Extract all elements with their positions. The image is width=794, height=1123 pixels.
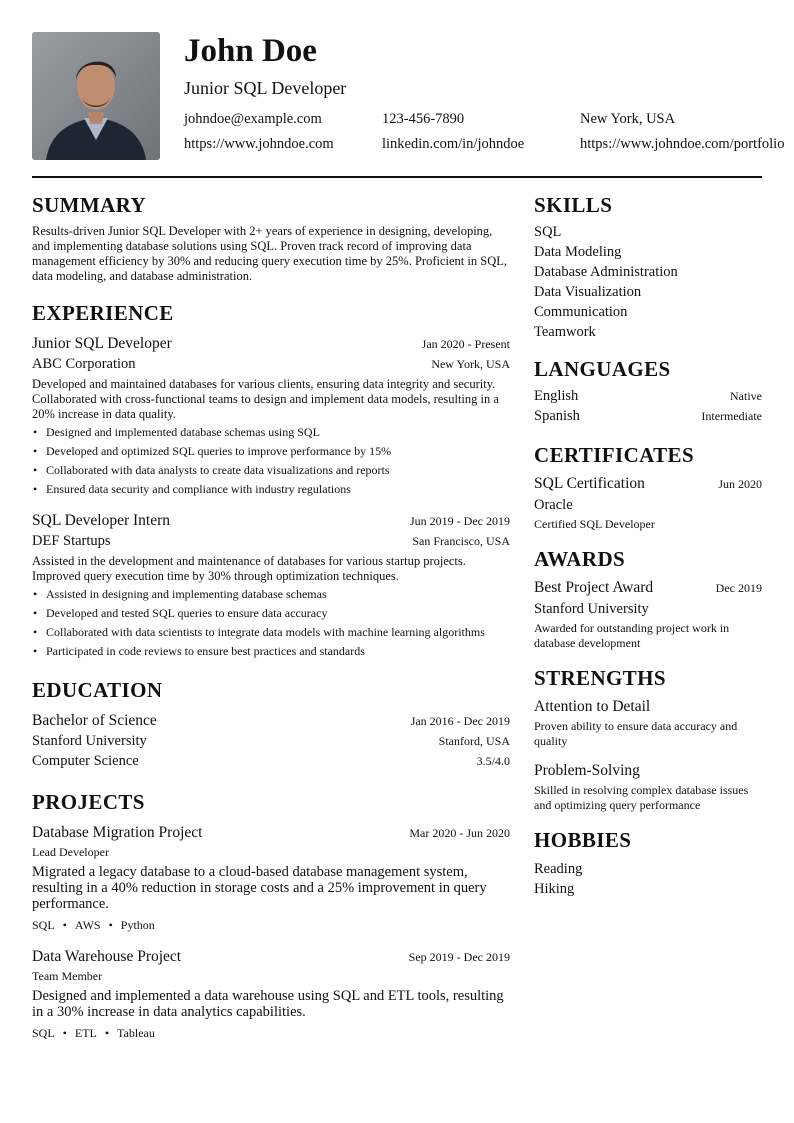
project-description: Migrated a legacy database to a cloud-based database management system, resulting in a 40% reduction in storage costs and a 25% improvement in query performance. bbox=[32, 864, 487, 912]
language-name: Spanish bbox=[534, 408, 580, 424]
section-heading-certificates: CERTIFICATES bbox=[534, 443, 695, 467]
award-description: Awarded for outstanding project work in database development bbox=[534, 621, 730, 650]
project-name: Data Warehouse Project bbox=[32, 948, 182, 965]
experience-entry bbox=[32, 511, 510, 659]
website-link[interactable]: https://www.johndoe.com bbox=[184, 136, 334, 152]
list-item: • Collaborated with data scientists to integrate data models with machine learning algorithms bbox=[32, 625, 510, 640]
job-bullets bbox=[32, 425, 510, 497]
certificate-issuer: Oracle bbox=[534, 497, 573, 513]
experience-entry bbox=[32, 334, 510, 497]
award-name: Best Project Award bbox=[534, 579, 654, 596]
separator-dot: • bbox=[108, 918, 113, 932]
job-title: Junior SQL Developer bbox=[32, 335, 172, 352]
company-name: ABC Corporation bbox=[32, 356, 136, 372]
tag: ETL bbox=[74, 1026, 97, 1040]
education-dates: Jan 2016 - Dec 2019 bbox=[410, 714, 510, 728]
project-name: Database Migration Project bbox=[32, 824, 203, 841]
project-role: Lead Developer bbox=[32, 845, 109, 859]
tag: Tableau bbox=[117, 1026, 155, 1040]
project-description: Designed and implemented a data warehouse using SQL and ETL tools, resulting in a 30% increase in data analytics capabilities. bbox=[32, 988, 504, 1020]
strength-description: Proven ability to ensure data accuracy and quality bbox=[534, 719, 738, 748]
project-dates: Mar 2020 - Jun 2020 bbox=[409, 826, 510, 840]
award-date: Dec 2019 bbox=[715, 581, 762, 595]
resume-header bbox=[32, 32, 785, 160]
section-heading-projects: PROJECTS bbox=[32, 790, 145, 814]
candidate-title: Junior SQL Developer bbox=[184, 78, 347, 98]
section-heading-hobbies: HOBBIES bbox=[534, 828, 632, 852]
strength-description: Skilled in resolving complex database issues and optimizing query performance bbox=[534, 783, 749, 812]
certificate-entry bbox=[534, 474, 762, 532]
candidate-name: John Doe bbox=[184, 33, 317, 69]
project-entry bbox=[32, 947, 510, 1041]
certificate-date: Jun 2020 bbox=[718, 477, 762, 491]
tag: SQL bbox=[32, 1026, 55, 1040]
separator-dot: • bbox=[62, 1026, 67, 1040]
project-role: Team Member bbox=[32, 969, 103, 983]
separator-dot: • bbox=[104, 1026, 110, 1040]
section-heading-education: EDUCATION bbox=[32, 678, 163, 702]
hobby-item: Reading bbox=[534, 861, 583, 877]
skill-item: Data Visualization bbox=[534, 284, 642, 300]
hobby-item: Hiking bbox=[534, 881, 575, 897]
language-level: Intermediate bbox=[701, 409, 762, 423]
person-portrait-icon bbox=[32, 32, 160, 160]
section-heading-strengths: STRENGTHS bbox=[534, 666, 666, 690]
project-dates: Sep 2019 - Dec 2019 bbox=[408, 950, 510, 964]
skill-item: Data Modeling bbox=[534, 244, 622, 260]
list-item: • Participated in code reviews to ensure best practices and standards bbox=[32, 644, 510, 659]
certificate-name: SQL Certification bbox=[534, 475, 645, 492]
tag: AWS bbox=[74, 918, 101, 932]
hobbies-list bbox=[534, 859, 762, 899]
list-item: • Developed and tested SQL queries to ensure data accuracy bbox=[32, 606, 510, 621]
certificate-description: Certified SQL Developer bbox=[534, 517, 655, 531]
job-dates: Jan 2020 - Present bbox=[421, 337, 510, 351]
strength-entry bbox=[534, 697, 762, 749]
section-heading-skills: SKILLS bbox=[534, 193, 613, 217]
language-name: English bbox=[534, 388, 579, 404]
school-name: Stanford University bbox=[32, 733, 147, 749]
list-item: • Assisted in designing and implementing database schemas bbox=[32, 587, 510, 602]
gpa-value: 3.5/4.0 bbox=[476, 754, 510, 768]
company-name: DEF Startups bbox=[32, 533, 111, 549]
skill-item: Teamwork bbox=[534, 324, 596, 340]
job-location: San Francisco, USA bbox=[412, 534, 510, 548]
separator-dot: • bbox=[62, 918, 67, 932]
education-entry bbox=[32, 711, 510, 771]
strength-name: Attention to Detail bbox=[534, 698, 651, 715]
linkedin-link[interactable]: linkedin.com/in/johndoe bbox=[382, 136, 525, 152]
section-heading-experience: EXPERIENCE bbox=[32, 301, 174, 325]
skills-list bbox=[534, 222, 762, 342]
language-level: Native bbox=[730, 389, 762, 403]
tag: Python bbox=[120, 918, 155, 932]
section-heading-awards: AWARDS bbox=[534, 547, 626, 571]
skill-item: SQL bbox=[534, 224, 562, 240]
header-divider bbox=[32, 176, 762, 178]
skill-item: Database Administration bbox=[534, 264, 678, 280]
section-heading-summary: SUMMARY bbox=[32, 193, 147, 217]
field-of-study: Computer Science bbox=[32, 753, 139, 769]
list-item: • Ensured data security and compliance with industry regulations bbox=[32, 482, 510, 497]
job-description: Developed and maintained databases for various clients, ensuring data integrity and security. Collaborated with cross-functional teams to design and implement data models, resulting in a 20% increase in data quality. bbox=[32, 377, 499, 421]
job-location: New York, USA bbox=[431, 357, 510, 371]
job-bullets bbox=[32, 587, 510, 659]
summary-text: Results-driven Junior SQL Developer with 2+ years of experience in designing, developing, and implementing database solutions using SQL. Proven track record of improving data management efficiency by 30% and reducing query execution time by 25%. Proficient in SQL, data modeling, and database administration. bbox=[32, 224, 507, 283]
list-item: • Developed and optimized SQL queries to improve performance by 15% bbox=[32, 444, 510, 459]
project-tags bbox=[32, 1026, 510, 1041]
strength-name: Problem-Solving bbox=[534, 762, 640, 779]
project-entry bbox=[32, 823, 510, 933]
tag: SQL bbox=[32, 918, 55, 932]
award-entry bbox=[534, 578, 762, 651]
job-title: SQL Developer Intern bbox=[32, 512, 171, 529]
job-description: Assisted in the development and maintenance of databases for various startup projects. Improved query execution time by 30% through optimization techniques. bbox=[32, 554, 466, 583]
list-item: • Designed and implemented database schemas using SQL bbox=[32, 425, 510, 440]
phone-number: 123-456-7890 bbox=[382, 111, 465, 127]
sidebar-column bbox=[534, 192, 762, 899]
portfolio-link[interactable]: https://www.johndoe.com/portfolio bbox=[580, 136, 785, 152]
location-text: New York, USA bbox=[580, 111, 676, 127]
skill-item: Communication bbox=[534, 304, 628, 320]
languages-list bbox=[534, 386, 762, 426]
email-link[interactable]: johndoe@example.com bbox=[184, 111, 322, 127]
school-location: Stanford, USA bbox=[438, 734, 510, 748]
profile-photo bbox=[32, 32, 160, 160]
degree-name: Bachelor of Science bbox=[32, 712, 157, 729]
section-heading-languages: LANGUAGES bbox=[534, 357, 671, 381]
strength-entry bbox=[534, 761, 762, 813]
main-column bbox=[32, 192, 510, 1041]
project-tags bbox=[32, 918, 510, 933]
job-dates: Jun 2019 - Dec 2019 bbox=[410, 514, 510, 528]
list-item: • Collaborated with data analysts to create data visualizations and reports bbox=[32, 463, 510, 478]
award-issuer: Stanford University bbox=[534, 601, 649, 617]
